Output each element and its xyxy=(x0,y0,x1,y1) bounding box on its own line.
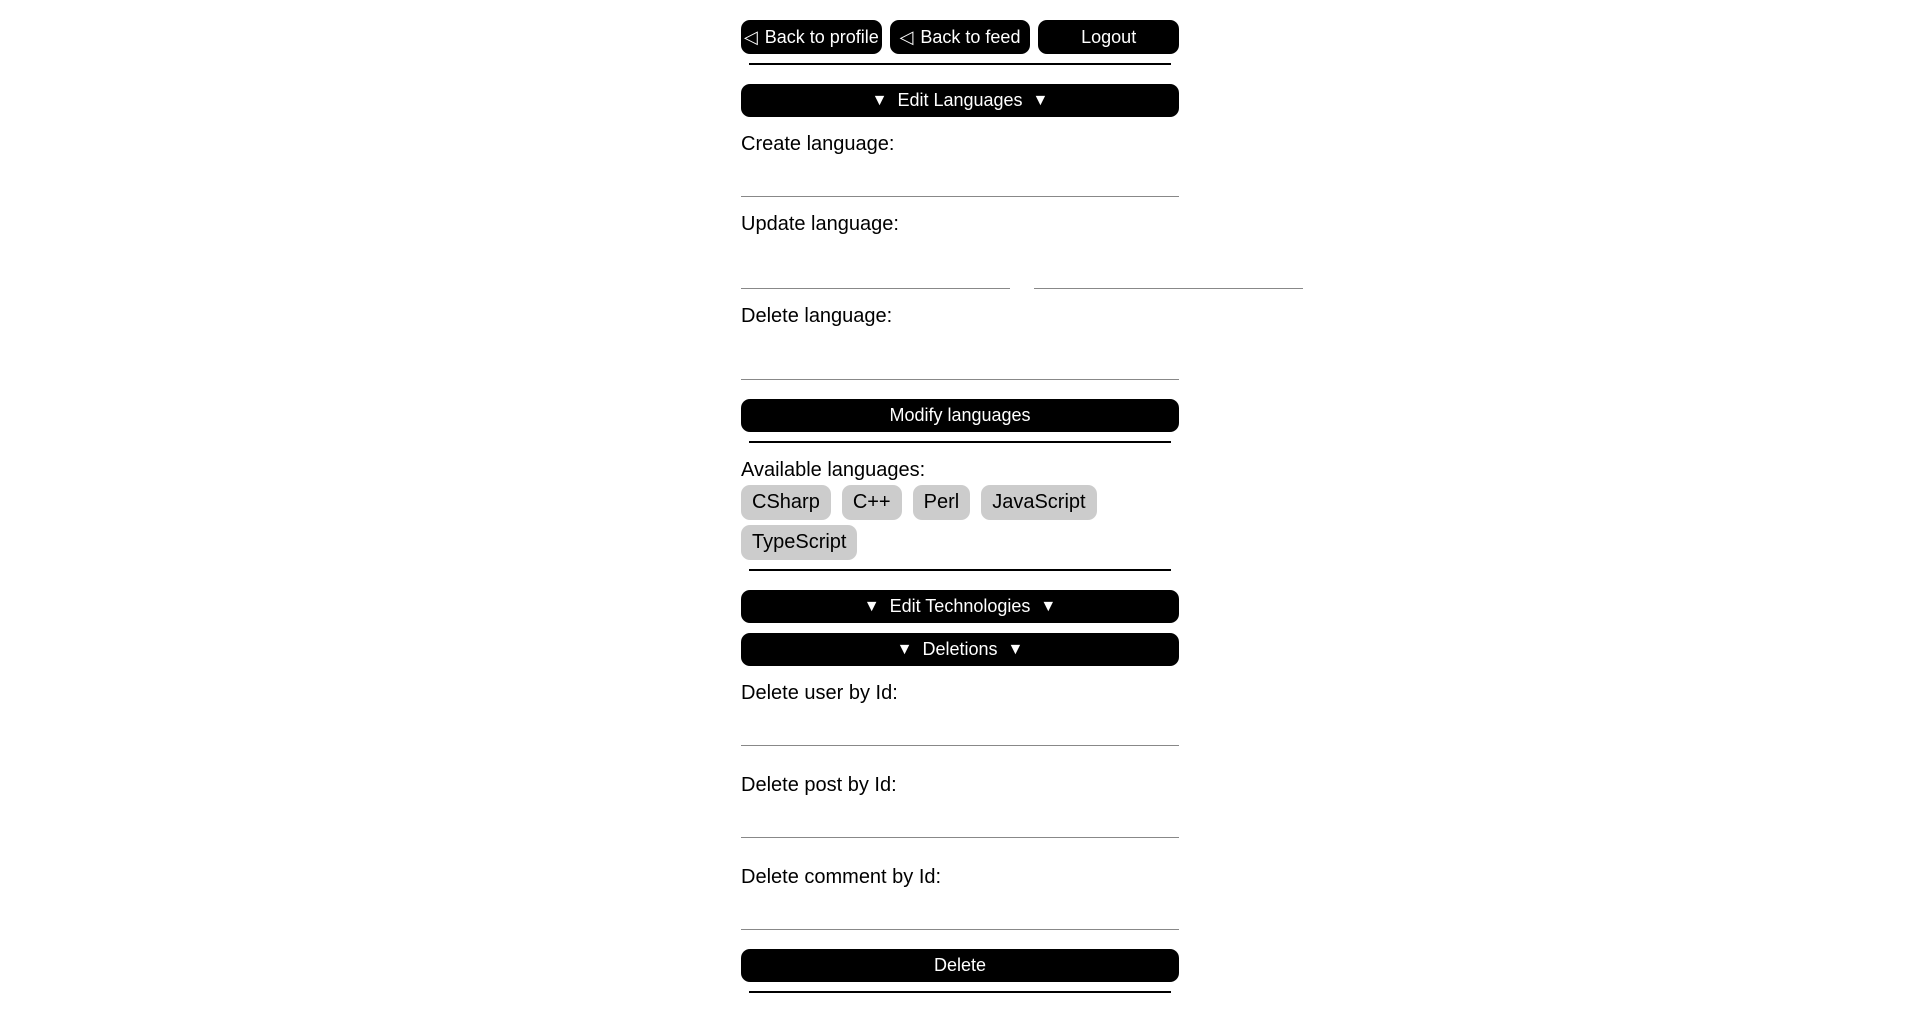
nav-button-row xyxy=(741,20,1179,54)
delete-language-label: Delete language: xyxy=(741,305,893,327)
nav-divider xyxy=(749,63,1171,65)
delete-post-id-input[interactable] xyxy=(741,796,1179,838)
deletions-toggle[interactable] xyxy=(741,633,1179,666)
dropdown-icon: ▼ xyxy=(896,640,913,658)
back-to-feed-label: Back to feed xyxy=(920,26,1021,47)
update-language-old-input[interactable] xyxy=(741,247,1010,289)
deletions-toggle-label: Deletions xyxy=(922,639,998,659)
edit-technologies-toggle-label: Edit Technologies xyxy=(889,596,1031,616)
back-to-profile-label: Back to profile xyxy=(764,26,879,47)
section-divider xyxy=(749,991,1171,993)
dropdown-icon: ▼ xyxy=(863,597,880,615)
language-chip: Perl xyxy=(913,485,971,520)
create-language-label: Create language: xyxy=(741,133,895,155)
back-to-feed-button[interactable] xyxy=(890,20,1031,54)
language-chip: CSharp xyxy=(741,485,831,520)
logout-button[interactable] xyxy=(1038,20,1179,54)
update-language-new-input[interactable] xyxy=(1034,247,1303,289)
create-language-input[interactable] xyxy=(741,155,1179,197)
admin-panel-page xyxy=(741,0,1179,1007)
delete-post-label: Delete post by Id: xyxy=(741,774,897,796)
delete-comment-id-input[interactable] xyxy=(741,888,1179,930)
update-language-input-row xyxy=(741,247,1179,289)
logout-label: Logout xyxy=(1081,26,1137,47)
delete-language-input[interactable] xyxy=(741,338,1179,380)
delete-user-label: Delete user by Id: xyxy=(741,682,898,704)
language-chip: JavaScript xyxy=(981,485,1096,520)
back-icon: ◁ xyxy=(743,26,758,47)
section-divider xyxy=(749,441,1171,443)
modify-languages-button[interactable] xyxy=(741,399,1179,432)
edit-technologies-toggle[interactable] xyxy=(741,590,1179,623)
dropdown-icon: ▼ xyxy=(1032,91,1049,109)
delete-comment-label: Delete comment by Id: xyxy=(741,866,942,888)
back-to-profile-button[interactable] xyxy=(741,20,882,54)
dropdown-icon: ▼ xyxy=(1040,597,1057,615)
delete-button[interactable] xyxy=(741,949,1179,982)
language-chip: C++ xyxy=(842,485,902,520)
available-languages-label: Available languages: xyxy=(741,459,926,481)
modify-languages-label: Modify languages xyxy=(889,405,1031,425)
language-chip-list xyxy=(741,485,1179,560)
edit-languages-toggle-label: Edit Languages xyxy=(897,90,1023,110)
update-language-label: Update language: xyxy=(741,213,899,235)
delete-button-label: Delete xyxy=(933,955,987,975)
edit-languages-toggle[interactable] xyxy=(741,84,1179,117)
dropdown-icon: ▼ xyxy=(871,91,888,109)
delete-user-id-input[interactable] xyxy=(741,704,1179,746)
section-divider xyxy=(749,569,1171,571)
language-chip: TypeScript xyxy=(741,525,857,560)
back-icon: ◁ xyxy=(899,26,914,47)
dropdown-icon: ▼ xyxy=(1007,640,1024,658)
